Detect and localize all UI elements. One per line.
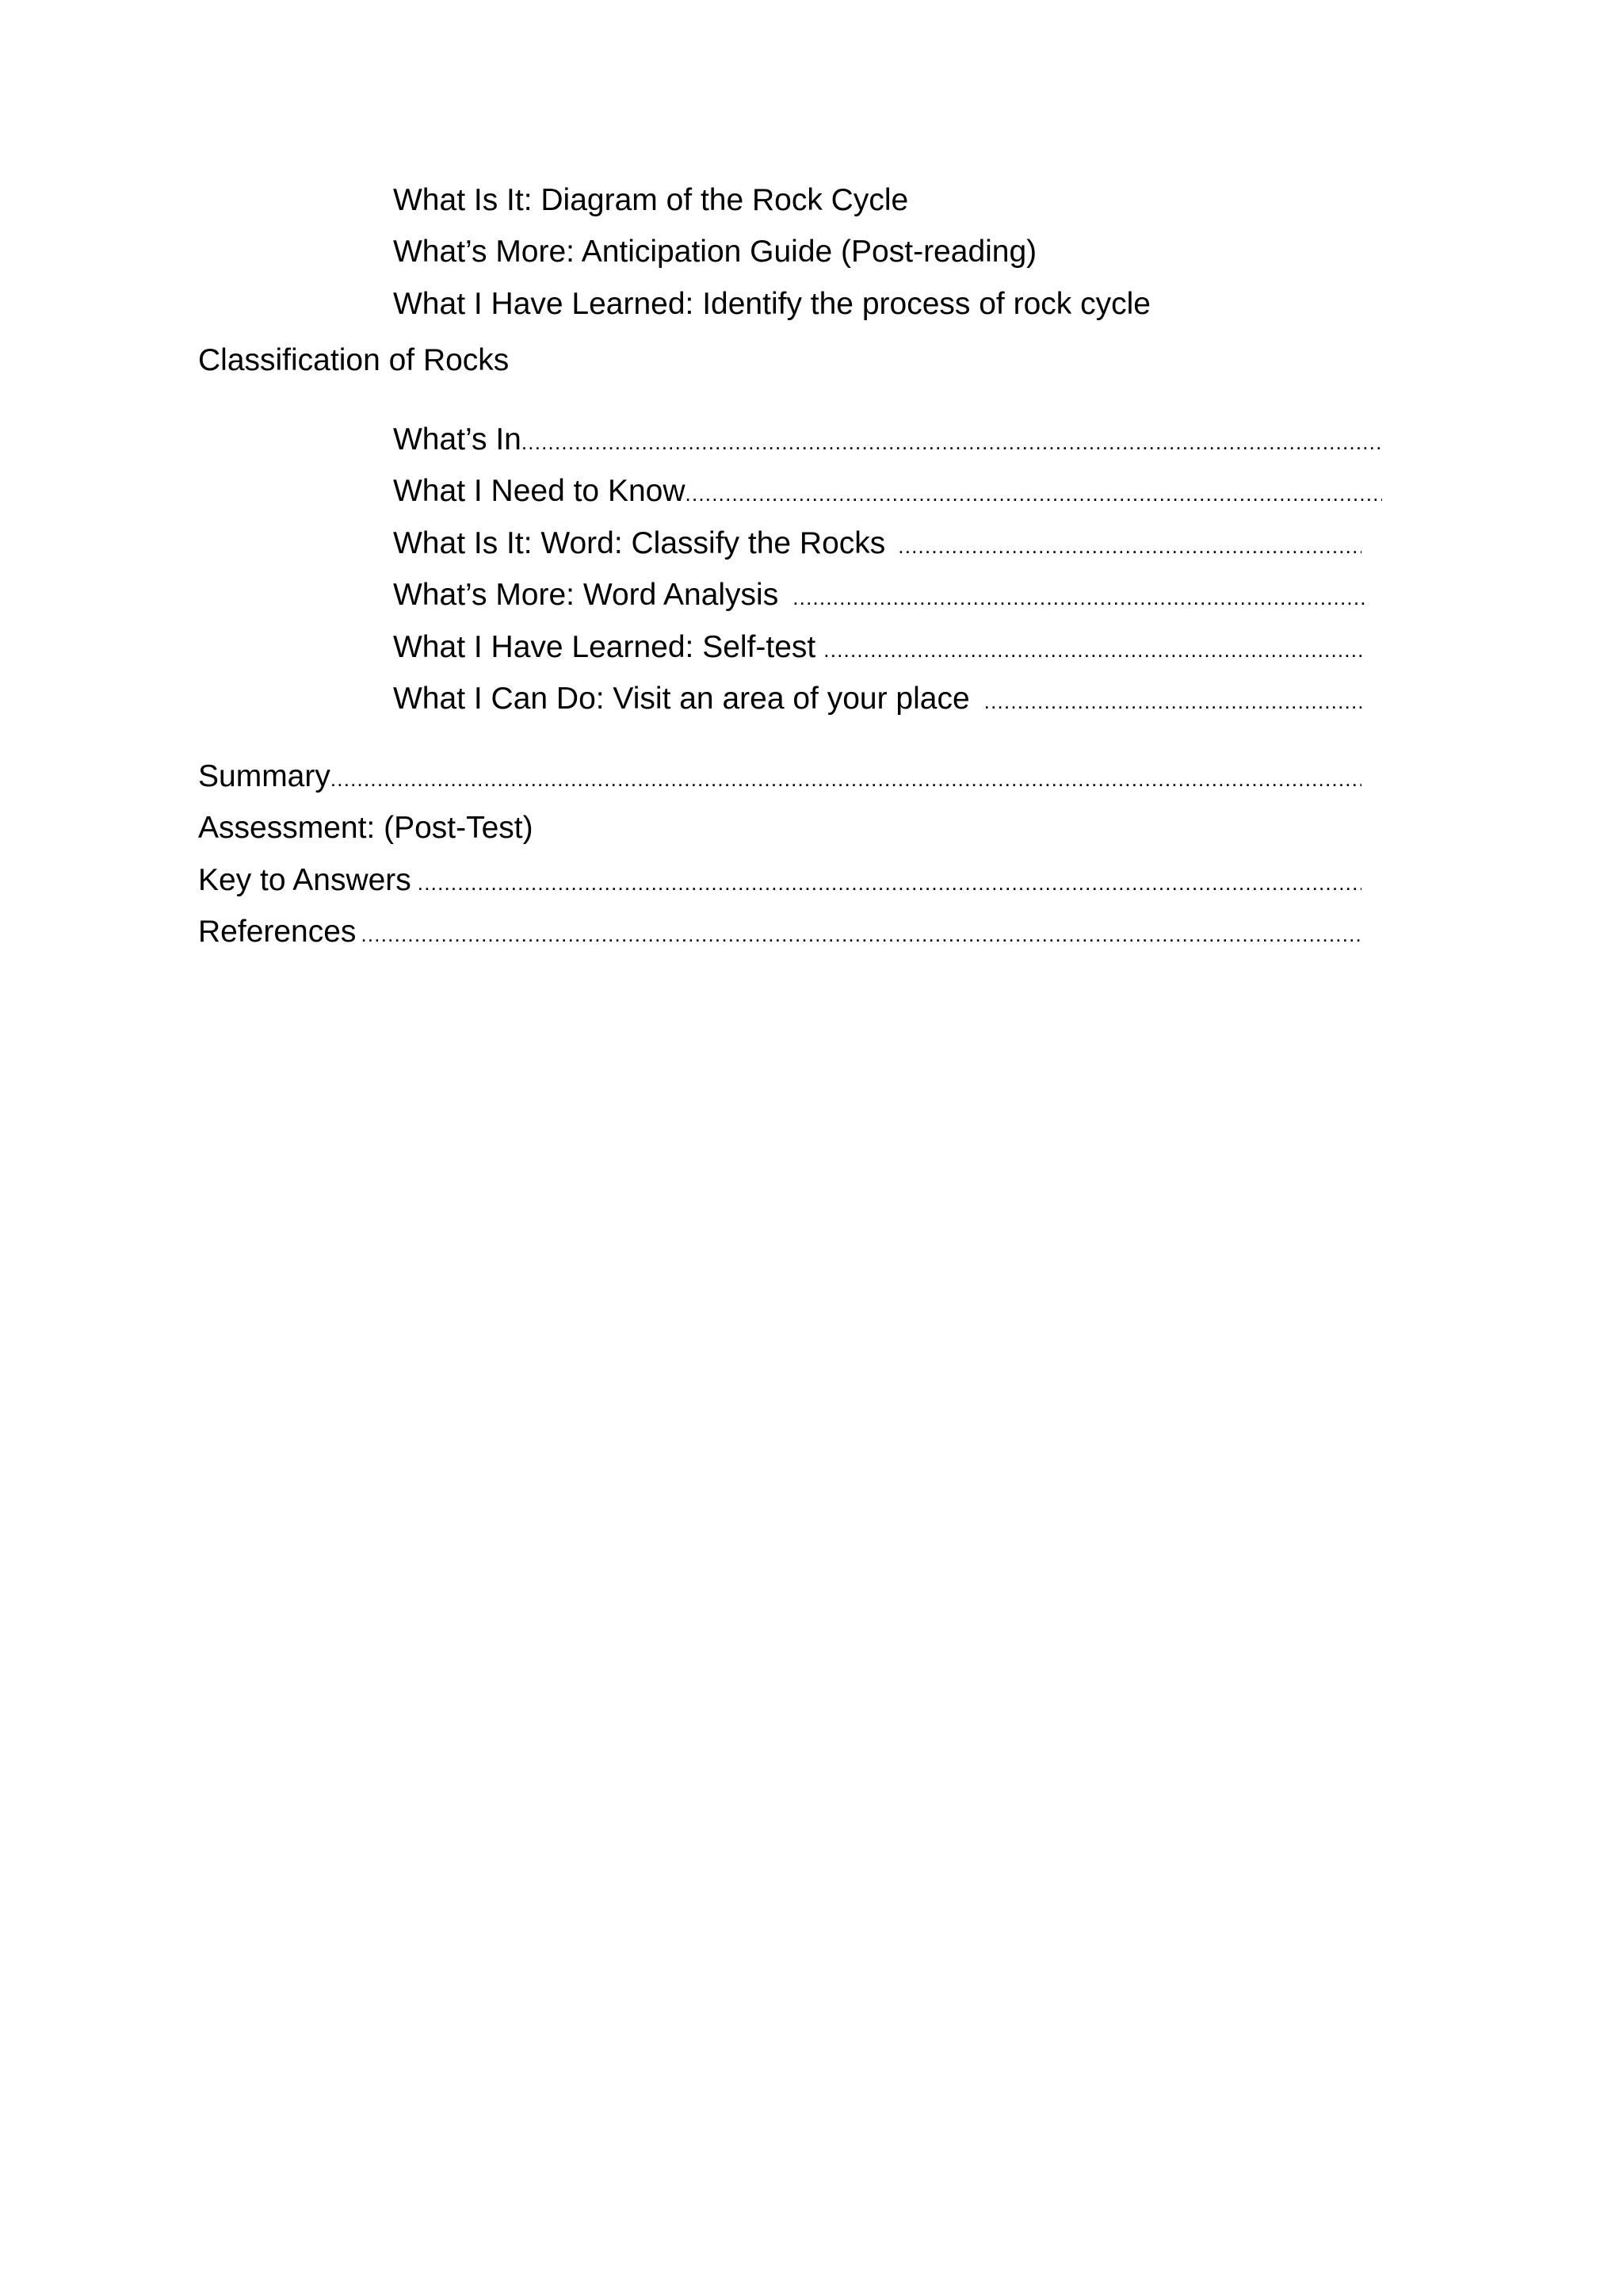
dot-leader bbox=[361, 915, 1361, 954]
toc-entry-label: What’s More: Word Analysis bbox=[393, 578, 779, 612]
toc-entry bbox=[393, 472, 1382, 514]
toc-entry-label: What Is It: Diagram of the Rock Cycle bbox=[393, 183, 909, 217]
toc-entry-label: Key to Answers bbox=[198, 863, 411, 897]
toc-entry-label: What I Have Learned: Identify the process of rock cycle bbox=[393, 287, 1151, 321]
toc-entry bbox=[393, 628, 1361, 670]
toc-entry-label: References bbox=[198, 915, 357, 949]
toc-entry bbox=[393, 679, 1361, 721]
toc-entry-label: What I Need to Know bbox=[393, 474, 685, 508]
dot-leader bbox=[330, 759, 1361, 799]
toc-entry-label: What’s In bbox=[393, 422, 521, 457]
toc-entry-label: What’s More: Anticipation Guide (Post-reading) bbox=[393, 235, 1037, 269]
dot-leader bbox=[984, 682, 1361, 721]
toc-entry-label: Summary bbox=[198, 759, 330, 793]
dot-leader bbox=[823, 630, 1361, 670]
toc-entry bbox=[393, 420, 1382, 462]
dot-leader bbox=[898, 526, 1361, 566]
section-heading-label: Classification of Rocks bbox=[198, 343, 510, 377]
toc-entry bbox=[393, 232, 1037, 272]
dot-leader bbox=[685, 474, 1382, 514]
toc-entry bbox=[393, 575, 1368, 617]
toc-section-heading bbox=[198, 341, 509, 380]
dot-leader bbox=[792, 578, 1368, 617]
toc-entry-label: What I Have Learned: Self-test bbox=[393, 630, 816, 664]
toc-entry bbox=[393, 181, 908, 220]
toc-entry-label: What Is It: Word: Classify the Rocks bbox=[393, 526, 886, 560]
dot-leader bbox=[521, 422, 1382, 462]
toc-entry-summary bbox=[198, 757, 1361, 799]
toc-entry-key-to-answers bbox=[198, 861, 1361, 903]
dot-leader bbox=[418, 863, 1361, 903]
toc-entry-label: What I Can Do: Visit an area of your place bbox=[393, 682, 970, 716]
toc-entry-assessment bbox=[198, 808, 533, 848]
toc-entry-label: Assessment: (Post-Test) bbox=[198, 811, 533, 845]
toc-entry bbox=[393, 285, 1151, 324]
toc-entry-references bbox=[198, 912, 1361, 954]
toc-entry bbox=[393, 524, 1361, 566]
